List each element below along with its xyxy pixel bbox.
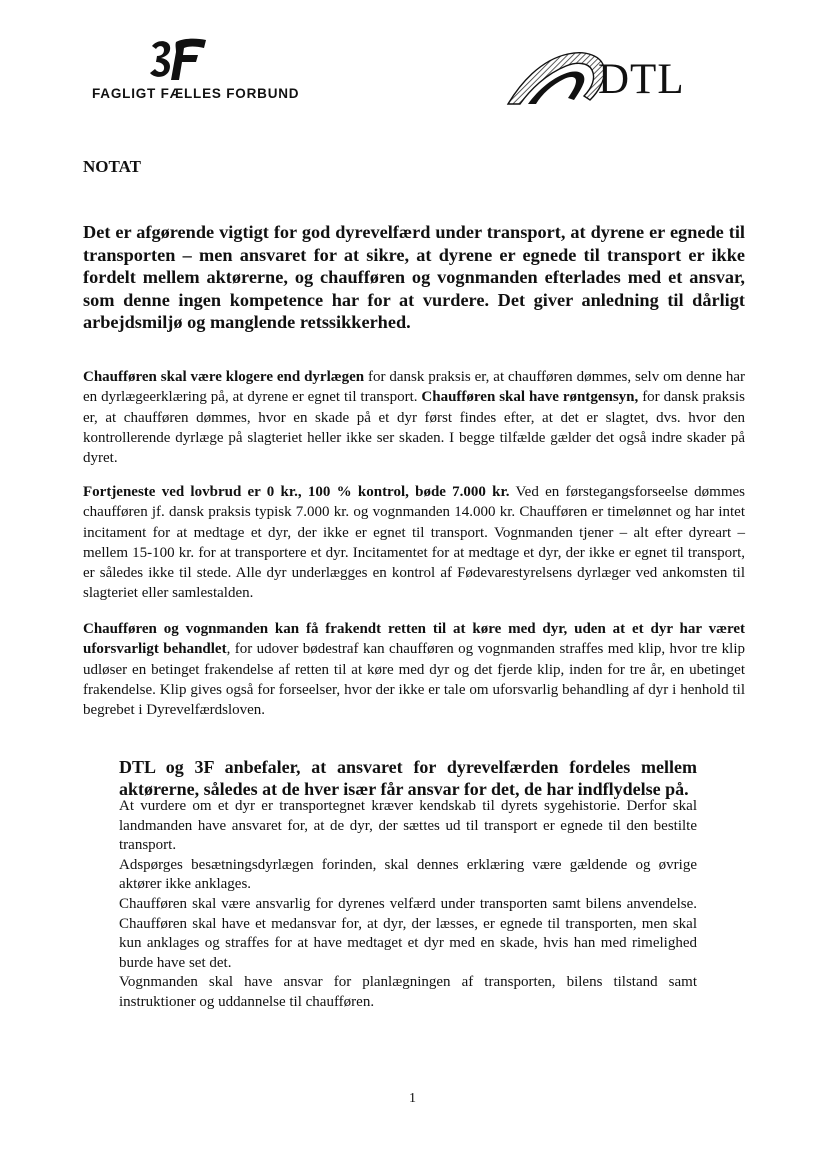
recommendation-item: At vurdere om et dyr er transportegnet kræver kendskab til dyrets sygehistorie. Derfor skal landmanden have ansvaret for, at de dyr, der sættes ud til transport er egnede til den bestilte transport. [119, 798, 697, 854]
recommendation-heading: DTL og 3F anbefaler, at ansvaret for dyrevelfærden fordeles mellem aktørerne, således at de hver især får ansvar for det, de har indflydelse på. [119, 757, 697, 799]
paragraph-1-bold-2: Chaufføren skal have røntgensyn, [421, 389, 639, 406]
recommendation-item: Vognmanden skal have ansvar for planlægningen af transporten, bilens tilstand samt instruktioner og uddannelse til chaufføren. [119, 974, 697, 1010]
paragraph-3 [83, 619, 745, 720]
3f-logo [148, 36, 210, 84]
recommendation-body [119, 797, 697, 1013]
paragraph-1-text-2: for dansk praksis er, at chaufføren dømmes, hvor en skade på et dyr først findes efter, at det er slagtet, dvs. hvor den kontrollerende dyrlæge på slagteriet heller ikke ser skaden. I begge tilfælde gælder det også indre skader på dyret. [83, 389, 745, 467]
recommendation-item: Chaufføren skal være ansvarlig for dyrenes velfærd under transporten samt bilens anvendelse. Chaufføren skal have et medansvar for, at dyr, der læsses, er egnede til transporten, men skal kun anklages og straffes for at have medtaget et dyr med en skade, hvis han med rimelighed burde have set det. [119, 895, 697, 971]
dtl-logo-mark [506, 48, 610, 106]
page-number: 1 [409, 1091, 416, 1106]
document-type-title: NOTAT [83, 157, 141, 176]
lead-statement: Det er afgørende vigtigt for god dyrevelfærd under transport, at dyrene er egnede til transporten – men ansvaret for at sikre, at dyrene er egnede til transport er ikke fordelt mellem aktørerne, og chaufføren og vognmanden efterlades med et ansvar, som denne ingen kompetence har for at vurdere. Det giver anledning til dårligt arbejdsmiljø og manglende retssikkerhed. [83, 222, 745, 333]
recommendation-item: Adspørges besætningsdyrlægen forinden, skal dennes erklæring være gældende og øvrige aktører ikke anklages. [119, 856, 697, 893]
paragraph-1 [83, 367, 745, 468]
paragraph-1-lead: Chaufføren skal være klogere end dyrlægen [83, 369, 365, 385]
paragraph-1-text-1: for dansk praksis er, at chaufføren dømmes, selv om denne har en dyrlægeerklæring på, at dyrene er egnet til transport. [83, 369, 745, 406]
paragraph-2 [83, 482, 745, 604]
paragraph-3-text: , for udover bødestraf kan chaufføren og vognmanden straffes med klip, hvor tre klip udløser en betinget frakendelse af retten til at køre med dyr og det fjerde klip, inden for tre år, en ubetinget frakendelse. Klip gives også for forseelser, hvor der ikke er tale om uforsvarlig behandling af dyr i henhold til begrebet i Dyrevelfærdsloven. [83, 641, 745, 719]
paragraph-2-text: Ved en førstegangsforseelse dømmes chaufføren jf. dansk praksis typisk 7.000 kr. og vognmanden 14.000 kr. Chaufføren er timelønnet og har intet incitament for at medtage et dyr, der ikke er egnet til transport. Vognmanden tjener – alt efter dyreart – mellem 15-100 kr. for at transportere et dyr. Incitamentet for at medtage et dyr, der ikke er egnet til transport, er således ikke til stede. Alle dyr underlægges en kontrol af Fødevarestyrelsens dyrlæger ved ankomsten til slagteriet eller samlestalden. [83, 484, 745, 602]
dtl-logo-text: DTL [598, 56, 685, 103]
paragraph-3-lead: Chaufføren og vognmanden kan få frakendt retten til at køre med dyr, uden at et dyr har været uforsvarligt behandlet [83, 621, 745, 658]
org-name: FAGLIGT FÆLLES FORBUND [92, 86, 300, 101]
paragraph-2-lead: Fortjeneste ved lovbrud er 0 kr., 100 % kontrol, bøde 7.000 kr. [83, 484, 510, 500]
